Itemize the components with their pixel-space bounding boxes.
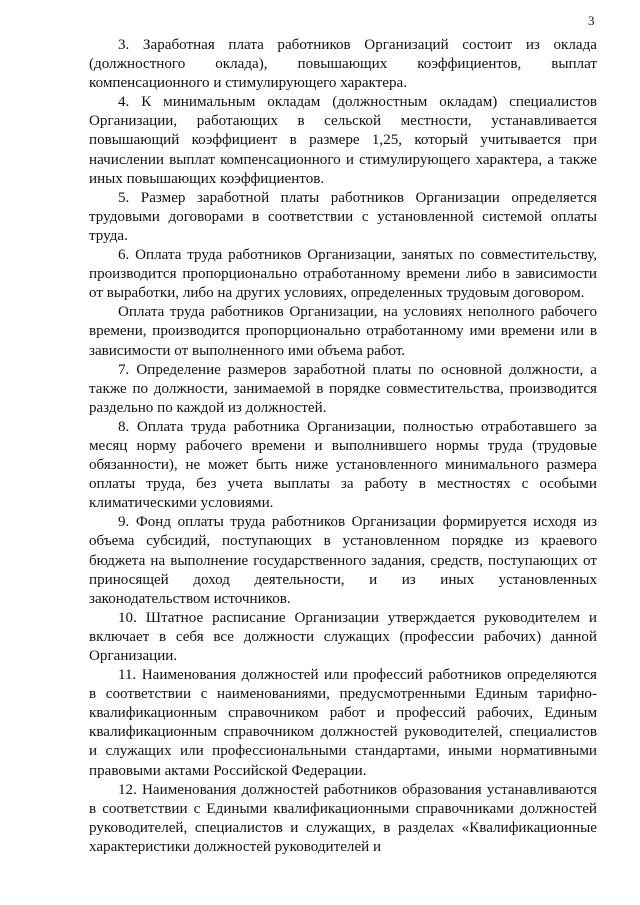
paragraph-4-rural-coefficient: 4. К минимальным окладам (должностным окладам) специалистов Организации, работающих в сельской местности, устанавливается повышающий коэффициент в размере 1,25, который учитывается при начислении выплат компенсационного и стимулирующего характера, а также иных повышающих коэффициентов. (89, 94, 597, 187)
paragraph-5-salary-size: 5. Размер заработной платы работников Организации определяется трудовыми договорами в соответствии с установленной системой оплаты труда. (89, 189, 597, 244)
paragraph-6-part-time-pay: 6. Оплата труда работников Организации, занятых по совместительству, производится пропорционально отработанному времени либо в зависимости от выработки, либо на других условиях, определенных трудовым договором. (89, 247, 597, 302)
paragraph-12-education-position-names: 12. Наименования должностей работников образования устанавливаются в соответствии с Едиными квалификационными справочниками должностей руководителей, специалистов и служащих, в разделах «Квалификационные характеристики должностей руководителей и (89, 781, 597, 855)
paragraph-8-minimum-wage: 8. Оплата труда работника Организации, полностью отработавшего за месяц норму рабочего времени и выполнившего нормы труда (трудовые обязанности), не может быть ниже установленного минимального размера оплаты труда, без учета выплаты за работу в местностях с особыми климатическими условиями. (89, 418, 597, 512)
document-body (89, 36, 597, 857)
paragraph-9-payroll-fund: 9. Фонд оплаты труда работников Организации формируется исходя из объема субсидий, поступающих в установленном порядке из краевого бюджета на выполнение государственного задания, средств, поступающих от приносящей доход деятельности, и из иных установленных законодательством источников. (89, 514, 597, 607)
paragraph-6-reduced-hours-pay: Оплата труда работников Организации, на условиях неполного рабочего времени, производится пропорционально отработанному ими времени или в зависимости от выполненного ими объема работ. (89, 304, 597, 359)
page-number: 3 (588, 13, 595, 28)
paragraph-11-position-names: 11. Наименования должностей или профессий работников определяются в соответствии с наименованиями, предусмотренными Единым тарифно-квалификационным справочником работ и профессий рабочих, Единым квалификационным справочником должностей руководителей, специалистов и служащих или профессиональными стандартами, иными нормативными правовыми актами Российской Федерации. (89, 667, 597, 779)
paragraph-3-salary-composition: 3. Заработная плата работников Организаций состоит из оклада (должностного оклада), повышающих коэффициентов, выплат компенсационного и стимулирующего характера. (89, 37, 597, 92)
paragraph-10-staff-schedule: 10. Штатное расписание Организации утверждается руководителем и включает в себя все должности служащих (профессии рабочих) данной Организации. (89, 609, 597, 664)
paragraph-7-separate-calculation: 7. Определение размеров заработной платы по основной должности, а также по должности, занимаемой в порядке совместительства, производится раздельно по каждой из должностей. (89, 361, 597, 416)
